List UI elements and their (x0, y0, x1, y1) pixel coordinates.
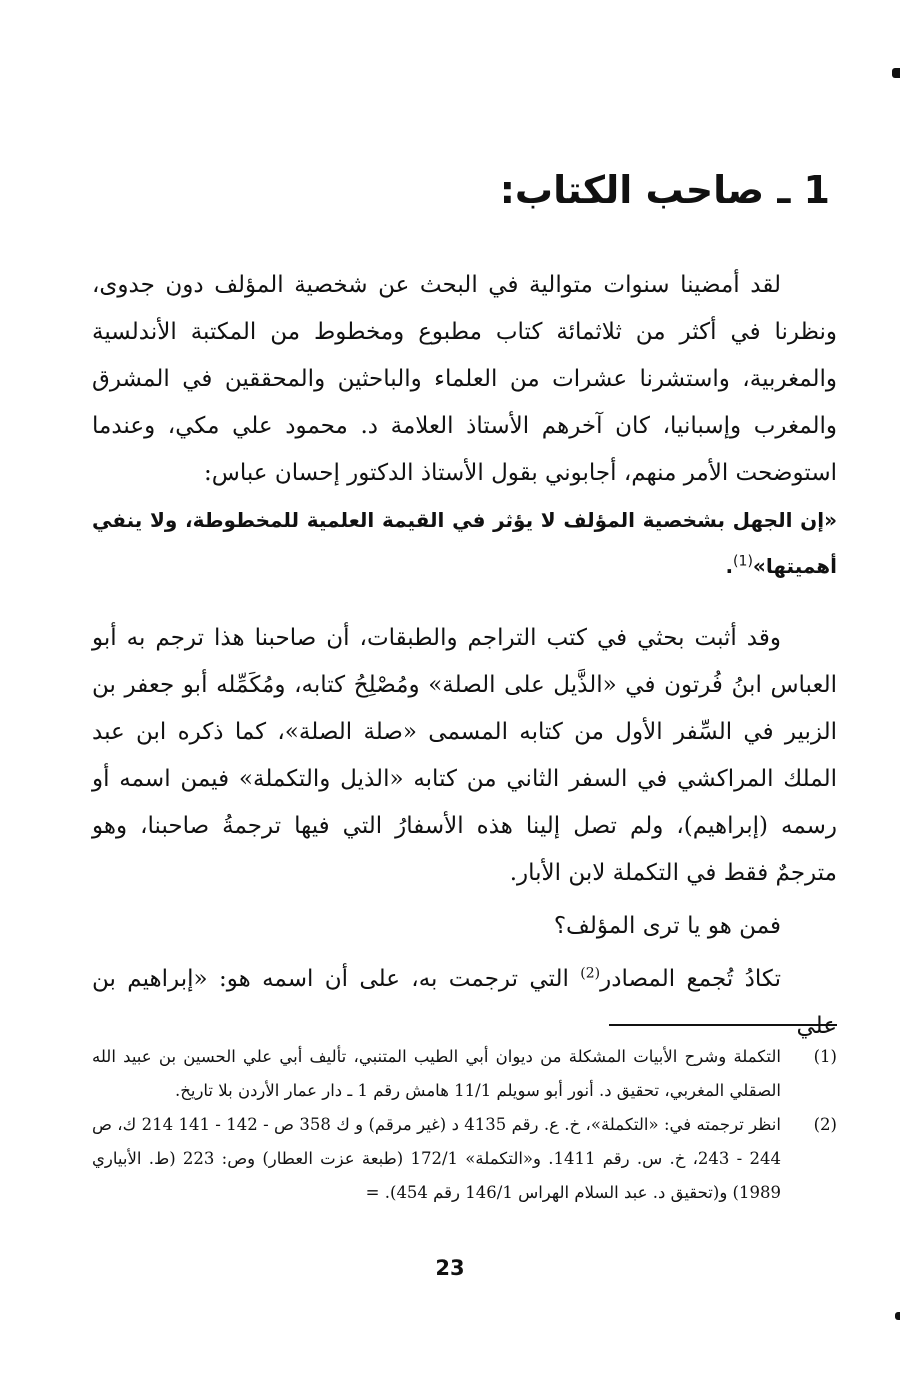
paragraph-end: التي ترجمت به، على أن اسمه هو: «إبراهيم بن علي (92, 966, 837, 1039)
section-heading: 1 ـ صاحب الكتاب: (499, 168, 830, 212)
quotation-end: . (725, 554, 734, 578)
scan-edge-mark (892, 68, 900, 78)
footnote (92, 1108, 837, 1210)
footnote-reference: (2) (580, 965, 601, 982)
footnote-number: (1) (813, 1047, 837, 1066)
paragraph (92, 956, 837, 1050)
paragraph-start: تكادُ تُجمع المصادر (600, 966, 781, 992)
footnote-text: انظر ترجمته في: «التكملة»، خ. ع. رقم 4135 د (غير مرقم) و ك 358 ص - 142 - 141 214 ك، ص 244 - 243، خ. س. رقم 1411. و«التكملة» 172/1 (طبعة عزت العطار) وص: 223 (ط. الأبياري 1989) و(تحقيق د. عبد السلام الهراس 146/1 رقم 454). = (92, 1115, 781, 1202)
paragraph: وقد أثبت بحثي في كتب التراجم والطبقات، أن صاحبنا هذا ترجم به أبو العباس ابنُ فُرتون في «الذَّيل على الصلة» ومُصْلِحُ كتابه، ومُكَمِّله أبو جعفر بن الزبير في السِّفر الأول من كتابه المسمى «صلة الصلة»، كما ذكره ابن عبد الملك المراكشي في السفر الثاني من كتابه «الذيل والتكملة» فيمن اسمه أو رسمه (إبراهيم)، ولم تصل إلينا هذه الأسفارُ التي فيها ترجمةُ صاحبنا، وهو مترجمٌ فقط في التكملة لابن الأبار. (92, 625, 837, 886)
footnote (92, 1040, 837, 1108)
paragraph: لقد أمضينا سنوات متوالية في البحث عن شخصية المؤلف دون جدوى، ونظرنا في أكثر من ثلاثمائة كتاب مطبوع ومخطوط من المكتبة الأندلسية والمغربية، واستشرنا عشرات من العلماء والباحثين والمحققين في المشرق والمغرب وإسبانيا، كان آخرهم الأستاذ العلامة د. محمود علي مكي، وعندما استوضحت الأمر منهم، أجابوني بقول الأستاذ الدكتور إحسان عباس: (92, 272, 837, 486)
main-text (92, 262, 837, 1050)
footnotes (92, 1040, 837, 1210)
scan-edge-mark (895, 1312, 900, 1320)
footnote-reference: (1) (733, 553, 753, 570)
footnote-number: (2) (813, 1115, 837, 1134)
page-number: 23 (435, 1256, 465, 1280)
footnote-text: التكملة وشرح الأبيات المشكلة من ديوان أبي الطيب المتنبي، تأليف أبي علي الحسين بن عبيد الله الصقلي المغربي، تحقيق د. أنور أبو سويلم 11/1 هامش رقم 1 ـ دار عمار الأردن بلا تاريخ. (92, 1047, 781, 1100)
footnote-separator (609, 1024, 837, 1026)
quotation-text: «إن الجهل بشخصية المؤلف لا يؤثر في القيمة العلمية للمخطوطة، ولا ينفي أهميتها» (92, 508, 837, 578)
quotation (92, 497, 837, 589)
paragraph: فمن هو يا ترى المؤلف؟ (553, 913, 781, 939)
